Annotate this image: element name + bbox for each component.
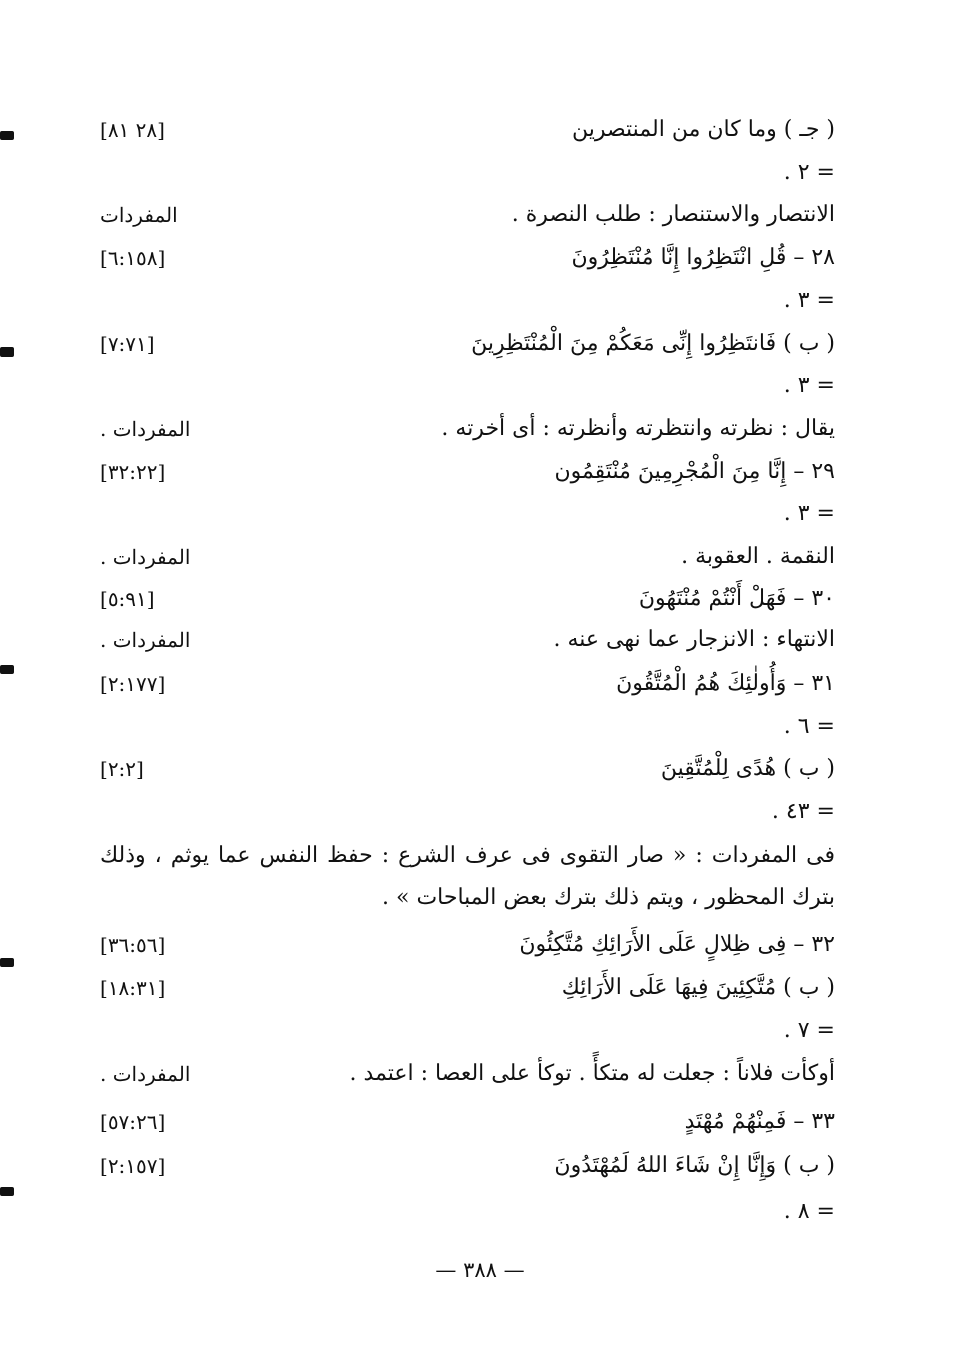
line-text: ٢٩ – إِنَّا مِنَ الْمُجْرِمِينَ مُنْتَقِمُون: [554, 459, 835, 484]
verse-reference: [٣٦:٥٦]: [100, 933, 166, 957]
text-line: [100, 579, 835, 619]
text-line: [100, 1146, 835, 1186]
text-line: [100, 1192, 835, 1232]
text-line: [100, 749, 835, 789]
line-text: ( ب ) وَإِنَّا إِنْ شَاءَ اللهُ لَمُهْتَدُونَ: [554, 1153, 835, 1178]
line-text: = ٨ .: [783, 1199, 835, 1224]
source-note: المفردات .: [100, 628, 191, 652]
source-note: المفردات .: [100, 1062, 191, 1086]
line-text: ٣٠ – فَهَلْ أَنْتُمْ مُنْتَهُونَ: [638, 586, 835, 611]
line-text: = ٣ .: [783, 373, 835, 398]
verse-reference: [٢٨ ٨١]: [100, 118, 165, 142]
source-note: المفردات .: [100, 417, 191, 441]
scan-mark: [0, 665, 14, 674]
line-text: أوكأت فلاناً : جعلت له متكأً . توكأ على العصا : اعتمد .: [349, 1061, 835, 1086]
verse-reference: [١٨:٣١]: [100, 976, 166, 1000]
line-text: = ٣ .: [783, 501, 835, 526]
text-line: [100, 494, 835, 534]
verse-reference: [٢:١٧٧]: [100, 672, 166, 696]
scan-mark: [0, 958, 14, 967]
line-text: = ٧ .: [783, 1018, 835, 1043]
text-line: [100, 968, 835, 1008]
line-text: يقال : نظرته وانتظرته وأنظرته : أى أخرته .: [441, 416, 835, 441]
verse-reference: [٥٧:٢٦]: [100, 1110, 166, 1134]
scan-mark: [0, 131, 14, 140]
text-line: [100, 324, 835, 364]
page-number: — ٣٨٨ —: [435, 1258, 525, 1282]
line-text: الانتهاء : الانزجار عما نهى عنه .: [553, 627, 835, 652]
line-text: ( ب ) مُتَّكِئِينَ فِيهَا عَلَى الأَرَائِكِ: [561, 975, 835, 1000]
line-text: ( ب ) فَانتَظِرُوا إِنِّى مَعَكُمْ مِنَ الْمُنْتَظِرِينَ: [471, 331, 835, 356]
line-text: ٣١ – وَأُولٰئِكَ هُمُ الْمُتَّقُونَ: [616, 671, 835, 696]
text-line: [100, 707, 835, 747]
text-line: [100, 366, 835, 406]
line-text: = ٦ .: [783, 714, 835, 739]
text-line: [100, 195, 835, 235]
verse-reference: [٢:٢]: [100, 757, 144, 781]
text-line: [100, 1054, 835, 1094]
text-line: [100, 537, 835, 577]
verse-reference: [٢:١٥٧]: [100, 1154, 166, 1178]
text-line: [100, 1011, 835, 1051]
line-text: النقمة . العقوبة .: [681, 544, 835, 569]
text-line: [100, 238, 835, 278]
text-line: [100, 925, 835, 965]
line-text: ٢٨ – قُلِ انْتَظِرُوا إِنَّا مُنْتَظِرُونَ: [571, 245, 835, 270]
text-line: [100, 792, 835, 832]
line-text: ( ب ) هُدًى لِلْمُتَّقِينَ: [660, 756, 835, 781]
source-note: المفردات: [100, 203, 178, 227]
verse-reference: [٧:٧١]: [100, 332, 155, 356]
line-text: ٣٢ – فِى ظِلالٍ عَلَى الأَرَائِكِ مُتَّكِئُونَ: [519, 932, 835, 957]
source-note: المفردات .: [100, 545, 191, 569]
line-text: = ٢ .: [783, 160, 835, 185]
scan-mark: [0, 347, 14, 357]
line-text: الانتصار والاستنصار : طلب النصرة .: [511, 202, 835, 227]
line-text: ( جـ ) وما كان من المنتصرين: [571, 117, 835, 142]
text-line: [100, 664, 835, 704]
verse-reference: [٦:١٥٨]: [100, 246, 166, 270]
text-line: [100, 409, 835, 449]
text-line: [100, 452, 835, 492]
text-line: [100, 281, 835, 321]
text-line: [100, 620, 835, 660]
line-text: = ٣ .: [783, 288, 835, 313]
scan-mark: [0, 1187, 14, 1196]
commentary-paragraph: فى المفردات : « صار التقوى فى عرف الشرع : حفظ النفس عما يوثم ، وذلك بترك المحظور ، ويتم ذلك بترك بعض المباحات » .: [100, 843, 835, 910]
line-text: ٣٣ – فَمِنْهُمْ مُهْتَدٍ: [684, 1109, 835, 1134]
verse-reference: [٣٢:٢٢]: [100, 460, 166, 484]
text-line: [100, 153, 835, 193]
text-line: [100, 110, 835, 150]
verse-reference: [٥:٩١]: [100, 587, 155, 611]
text-line: [100, 1102, 835, 1142]
line-text: = ٤٣ .: [771, 799, 835, 824]
